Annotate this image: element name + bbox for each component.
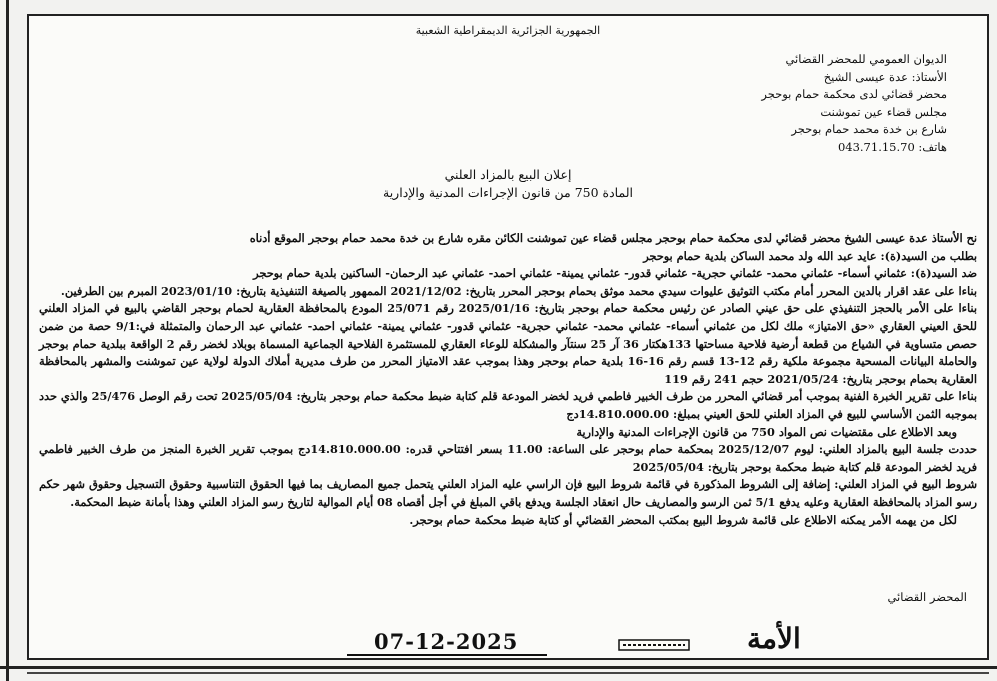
left-column-rule: [6, 0, 9, 681]
header-line: محضر قضائي لدى محكمة حمام بوحجر: [761, 87, 947, 101]
body-paragraph: وبعد الاطلاع على مقتضيات نص المواد 750 من قانون الإجراءات المدنية والإدارية: [576, 424, 957, 439]
notice-titles: [39, 166, 977, 202]
bottom-rule: [0, 666, 997, 669]
header-line: هاتف: 043.71.15.70: [837, 139, 947, 154]
body-paragraph: بناءا على الأمر بالحجز التنفيذي على حق عيني الصادر عن رئيس محكمة حمام بوحجر بتاريخ: 2025/01/16 رقم 25/071 المودع بالمحافظة العقارية لحمام بوحجر القاضي بالبيع في المزاد العلني للحق العيني العقاري «حق الامتياز» ملك لكل من عثماني أسماء- عثماني محمد- عثماني حجرية- عثماني قدور- عثماني يمينة- عثماني احمد- عثماني عبد الرحمان والمتمثلة في:9/1 حصة من ضمن حصص متساوية في الشياع من قطعة أرضية فلاحية مساحتها 133هكتار 36 آر 25 سنتآر والمشكلة للوعاء العقاري للمستثمرة الفلاحية الجماعية المسماة بوبلاد لخضر رقم 2 الواقعة ببلدية حمام بوحجر والحاملة البيانات المسحية مجموعة ملكية رقم 12-13 قسم رقم 16-16 بلدية حمام بوحجر وهذا بموجب عقد الامتياز المحرر من طرف مديرية أملاك الدولة لولاية عين تموشنت والمشهر بالمحافظة العقارية بحمام بوحجر بتاريخ: 2021/05/24 حجم 241 رقم 119: [39, 301, 977, 386]
publication-date: 07-12-2025: [374, 629, 519, 654]
body-paragraph: بناءا على تقرير الخبرة الفنية بموجب أمر قضائي المحرر من طرف الخبير فاطمي فريد لخضر المودعة قلم كتابة ضبط محكمة حمام بوحجر بتاريخ: 2025/05/04 تحت رقم الوصل 25/476 والذي حدد بموجبه الثمن الأساسي للبيع في المزاد العلني للحق العيني بمبلغ: 14.810.000.00دج: [39, 389, 977, 421]
notice-footer: [29, 590, 987, 658]
notice-frame: [27, 14, 989, 660]
header-line: الديوان العمومي للمحضر القضائي: [785, 52, 947, 66]
newspaper-logo-text: الأمة: [747, 622, 801, 655]
body-paragraph: بطلب من السيد(ة): عايد عبد الله ولد محمد الساكن بلدية حمام بوحجر: [643, 248, 977, 263]
bottom-rule-secondary: [27, 672, 989, 674]
body-paragraph: نح الأستاذ عدة عيسى الشيخ محضر قضائي لدى محكمة حمام بوحجر مجلس قضاء عين تموشنت الكائن مقره شارع بن خدة محمد حمام بوحجر الموقع أدناه: [249, 231, 977, 245]
bailiff-header: [39, 51, 977, 156]
body-paragraph: ضد السيد(ة): عثماني أسماء- عثماني محمد- عثماني حجرية- عثماني قدور- عثماني يمينة- عثماني احمد- عثماني عبد الرحمان- الساكنين بلدية حمام بوحجر: [253, 266, 977, 281]
republic-title: الجمهورية الجزائرية الديمقراطية الشعبية: [415, 24, 601, 37]
body-paragraph: شروط البيع في المزاد العلني: إضافة إلى الشروط المذكورة في قائمة شروط البيع فإن الراسي عليه المزاد العلني يتحمل جميع المصاريف بما فيها الحقوق التناسبية وحقوق التسجيل وحقوق شهر حكم رسو المزاد بالمحافظة العقارية وعليه يدفع 5/1 ثمن الرسو والمصاريف حال انعقاد الجلسة ويدفع باقي المبلغ في أجل أقصاه 08 أيام الموالية لتاريخ رسو المزاد العلني وهذا بأمانة ضبط المحكمة.: [39, 477, 977, 509]
newspaper-logo: [619, 618, 801, 655]
header-line: الأستاذ: عدة عيسى الشيخ: [823, 69, 947, 84]
notice-subtitle: المادة 750 من قانون الإجراءات المدنية والإدارية: [383, 185, 633, 200]
body-paragraph: بناءا على عقد اقرار بالدين المحرر أمام مكتب التوثيق عليوات سيدي محمد موثق بحمام بوحجر المحرر بتاريخ: 2021/12/02 الممهور بالصيغة التنفيذية بتاريخ: 2023/01/10 المبرم بين الطرفين.: [60, 283, 977, 298]
notice-title: إعلان البيع بالمزاد العلني: [444, 167, 572, 182]
notice-content: [39, 24, 977, 529]
header-line: شارع بن خدة محمد حمام بوحجر: [791, 122, 947, 136]
header-line: مجلس قضاء عين تموشنت: [820, 104, 947, 119]
notice-body: [39, 230, 977, 529]
date-underline: [347, 654, 547, 656]
body-paragraph: حددت جلسة البيع بالمزاد العلني: ليوم 2025/12/07 بمحكمة حمام بوحجر على الساعة: 11.00 بسعر افتتاحي قدره: 14.810.000.00دج بموجب تقرير الخبرة المنجز من طرف الخبير فاطمي فريد لخضر المودعة قلم كتابة ضبط محكمة بوحجر بتاريخ: 2025/05/04: [39, 442, 977, 474]
body-paragraph: لكل من يهمه الأمر يمكنه الاطلاع على قائمة شروط البيع بمكتب المحضر القضائي أو كتابة ضبط محكمة حمام بوحجر.: [409, 512, 957, 527]
bailiff-signature: المحضر القضائي: [887, 590, 967, 604]
